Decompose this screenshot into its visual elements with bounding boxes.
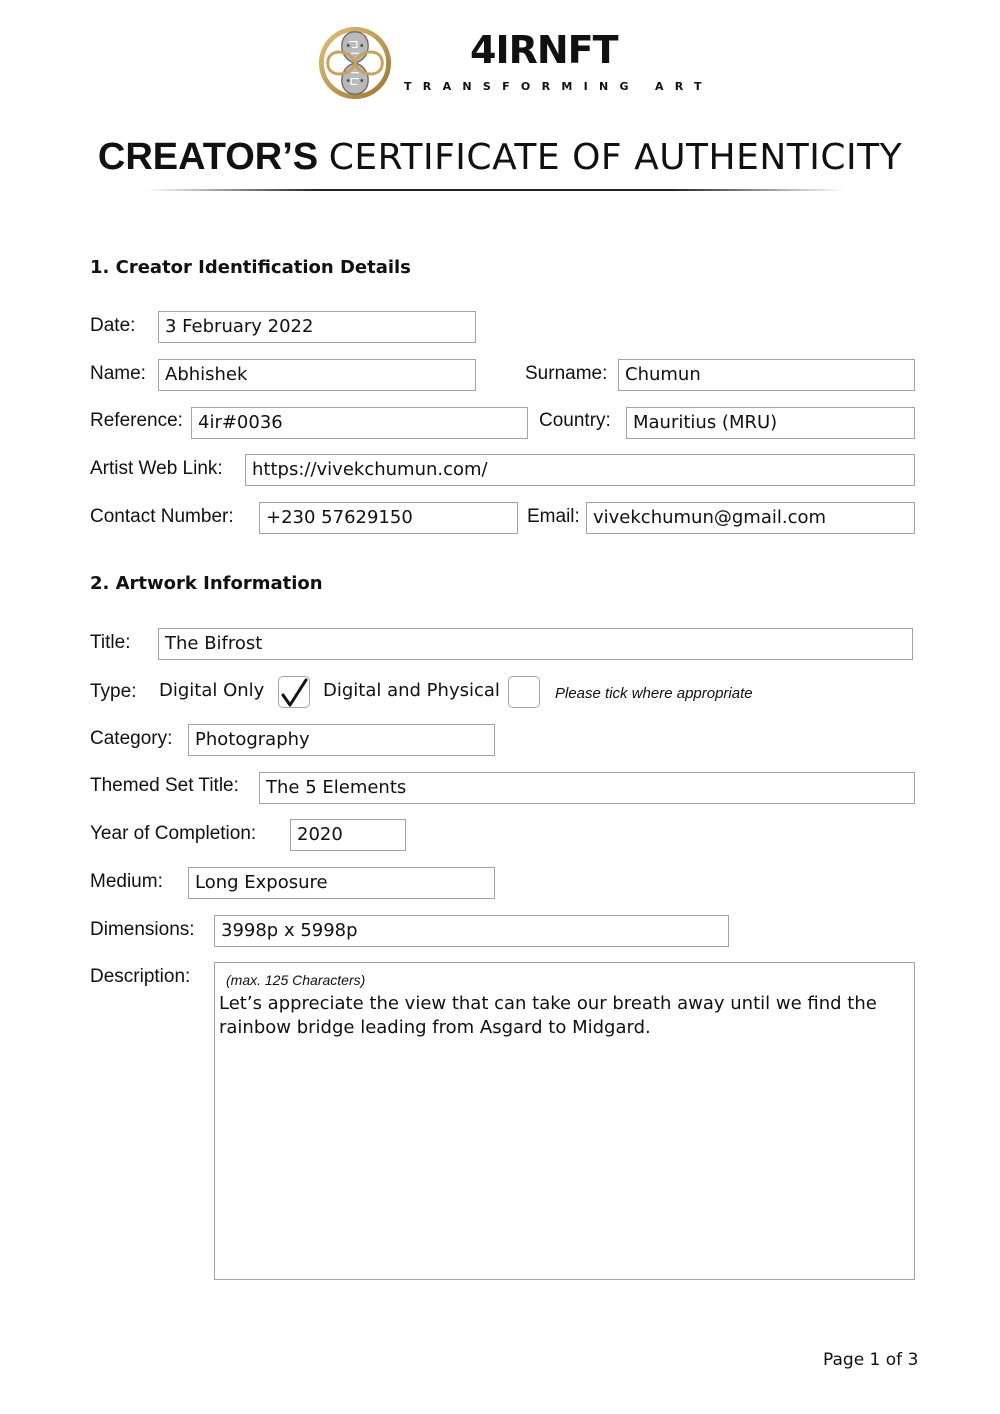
- title-label: Title:: [90, 632, 131, 653]
- medium-field[interactable]: Long Exposure: [188, 867, 495, 899]
- section-heading-creator: 1. Creator Identification Details: [90, 257, 411, 278]
- surname-field[interactable]: Chumun: [618, 359, 915, 391]
- dimensions-label: Dimensions:: [90, 919, 195, 940]
- name-field[interactable]: Abhishek: [158, 359, 476, 391]
- infinity-knot-logo-icon: [316, 24, 394, 102]
- reference-field[interactable]: 4ir#0036: [191, 407, 528, 439]
- title-field[interactable]: The Bifrost: [158, 628, 913, 660]
- brand-tagline: TRANSFORMING ART: [404, 80, 713, 93]
- brand-name: 4IRNFT: [470, 28, 618, 72]
- email-label: Email:: [527, 506, 580, 527]
- year-label: Year of Completion:: [90, 823, 257, 844]
- dimensions-field[interactable]: 3998p x 5998p: [214, 915, 729, 947]
- date-label: Date:: [90, 315, 136, 336]
- surname-label: Surname:: [525, 363, 608, 384]
- type-label: Type:: [90, 681, 137, 702]
- category-label: Category:: [90, 728, 173, 749]
- name-label: Name:: [90, 363, 146, 384]
- digital-physical-checkbox[interactable]: [508, 676, 540, 708]
- weblink-label: Artist Web Link:: [90, 458, 223, 479]
- reference-label: Reference:: [90, 410, 183, 431]
- certificate-title-rest: CERTIFICATE OF AUTHENTICITY: [328, 137, 903, 178]
- type-option-digital-only: Digital Only: [159, 680, 265, 701]
- section-heading-artwork: 2. Artwork Information: [90, 573, 323, 594]
- certificate-title-bold: CREATOR’S: [97, 136, 319, 178]
- contact-label: Contact Number:: [90, 506, 234, 527]
- date-field[interactable]: 3 February 2022: [158, 311, 476, 343]
- checkmark-icon: [279, 677, 311, 709]
- type-hint: Please tick where appropriate: [555, 685, 753, 702]
- country-label: Country:: [539, 410, 611, 431]
- weblink-field[interactable]: https://vivekchumun.com/: [245, 454, 915, 486]
- type-option-digital-physical: Digital and Physical: [323, 680, 500, 701]
- themed-set-field[interactable]: The 5 Elements: [259, 772, 915, 804]
- medium-label: Medium:: [90, 871, 163, 892]
- description-label: Description:: [90, 966, 191, 987]
- title-divider: [145, 189, 845, 191]
- country-field[interactable]: Mauritius (MRU): [626, 407, 915, 439]
- page-number: Page 1 of 3: [823, 1350, 919, 1370]
- contact-field[interactable]: +230 57629150: [259, 502, 518, 534]
- description-field[interactable]: [214, 962, 915, 1280]
- description-hint: (max. 125 Characters): [226, 972, 366, 988]
- email-field[interactable]: vivekchumun@gmail.com: [586, 502, 915, 534]
- themed-set-label: Themed Set Title:: [90, 775, 239, 796]
- digital-only-checkbox[interactable]: [278, 676, 310, 708]
- category-field[interactable]: Photography: [188, 724, 495, 756]
- certificate-title: [0, 134, 1000, 181]
- description-text: Let’s appreciate the view that can take our breath away until we find the rainbow bridge leading from Asgard to Midgard.: [219, 993, 877, 1038]
- year-field[interactable]: 2020: [290, 819, 406, 851]
